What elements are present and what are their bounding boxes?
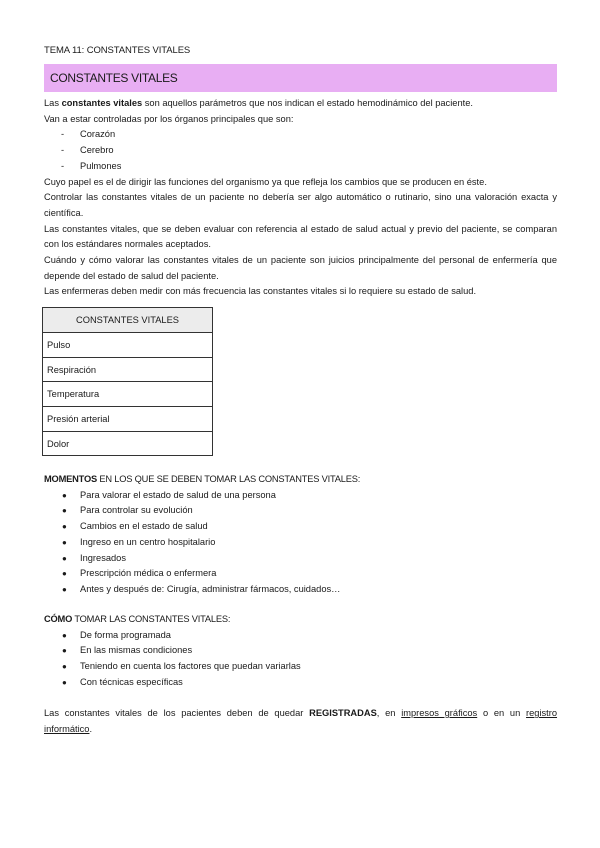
momentos-list [44,488,557,598]
list-item: ● Antes y después de: Cirugía, administrar fármacos, cuidados… [62,583,341,594]
paragraph-frequency: Las enfermeras deben medir con más frecuencia las constantes vitales si lo requiere su estado de salud. [44,286,477,297]
list-item: ● Ingresados [62,552,126,563]
list-item: ● De forma programada [62,629,171,640]
intro-paragraph: Las constantes vitales son aquellos parámetros que nos indican el estado hemodinámico del paciente. [44,98,473,108]
list-item: ● Para controlar su evolución [62,505,193,516]
table-row: Dolor [43,431,213,456]
momentos-title: MOMENTOS EN LOS QUE SE DEBEN TOMAR LAS CONSTANTES VITALES: [44,474,361,484]
list-item: ● Cambios en el estado de salud [62,521,208,532]
table-row: Temperatura [43,382,213,407]
organs-intro: Van a estar controladas por los órganos principales que son: [44,113,294,124]
table-row: Respiración [43,357,213,382]
table-row: Pulso [43,333,213,358]
vital-signs-table [42,307,213,456]
paragraph-evaluate: Las constantes vitales, que se deben evaluar con referencia al estado de salud actual y previo del paciente, se comparan con los estándares normales aceptados. [44,223,557,250]
list-item: - Cerebro [61,145,114,156]
list-item: ● Para valorar el estado de salud de una persona [62,489,276,500]
intro-body [44,96,557,300]
table-header: CONSTANTES VITALES [43,308,213,333]
list-item: ● Ingreso en un centro hospitalario [62,536,216,547]
paragraph-control: Controlar las constantes vitales de un paciente no debería ser algo automático o rutinario, sino una valoración exacta y científica. [44,192,557,218]
list-item: ● Prescripción médica o enfermera [62,568,217,579]
closing-section [44,706,557,737]
closing-paragraph: Las constantes vitales de los pacientes deben de quedar REGISTRADAS, en impresos gráficos o en un registro informático. [44,708,558,734]
como-section [44,612,557,691]
table-row: Presión arterial [43,407,213,432]
list-item: - Corazón [61,129,116,140]
list-item: ● En las mismas condiciones [62,645,193,656]
topic-header: TEMA 11: CONSTANTES VITALES [44,45,191,56]
list-item: ● Con técnicas específicas [62,676,183,687]
momentos-section [44,472,557,598]
paragraph-role: Cuyo papel es el de dirigir las funciones del organismo ya que refleja los cambios que se producen en éste. [44,176,487,187]
como-title: CÓMO TOMAR LAS CONSTANTES VITALES: [44,614,231,624]
como-list [44,628,557,691]
list-item: - Pulmones [61,160,122,171]
list-item: ● Teniendo en cuenta los factores que puedan variarlas [62,661,301,672]
paragraph-when-how: Cuándo y cómo valorar las constantes vitales de un paciente son juicios principalmente del personal de enfermería que depende del estado de salud del paciente. [44,255,557,281]
section-title: CONSTANTES VITALES [44,64,557,92]
organs-list [44,127,557,174]
